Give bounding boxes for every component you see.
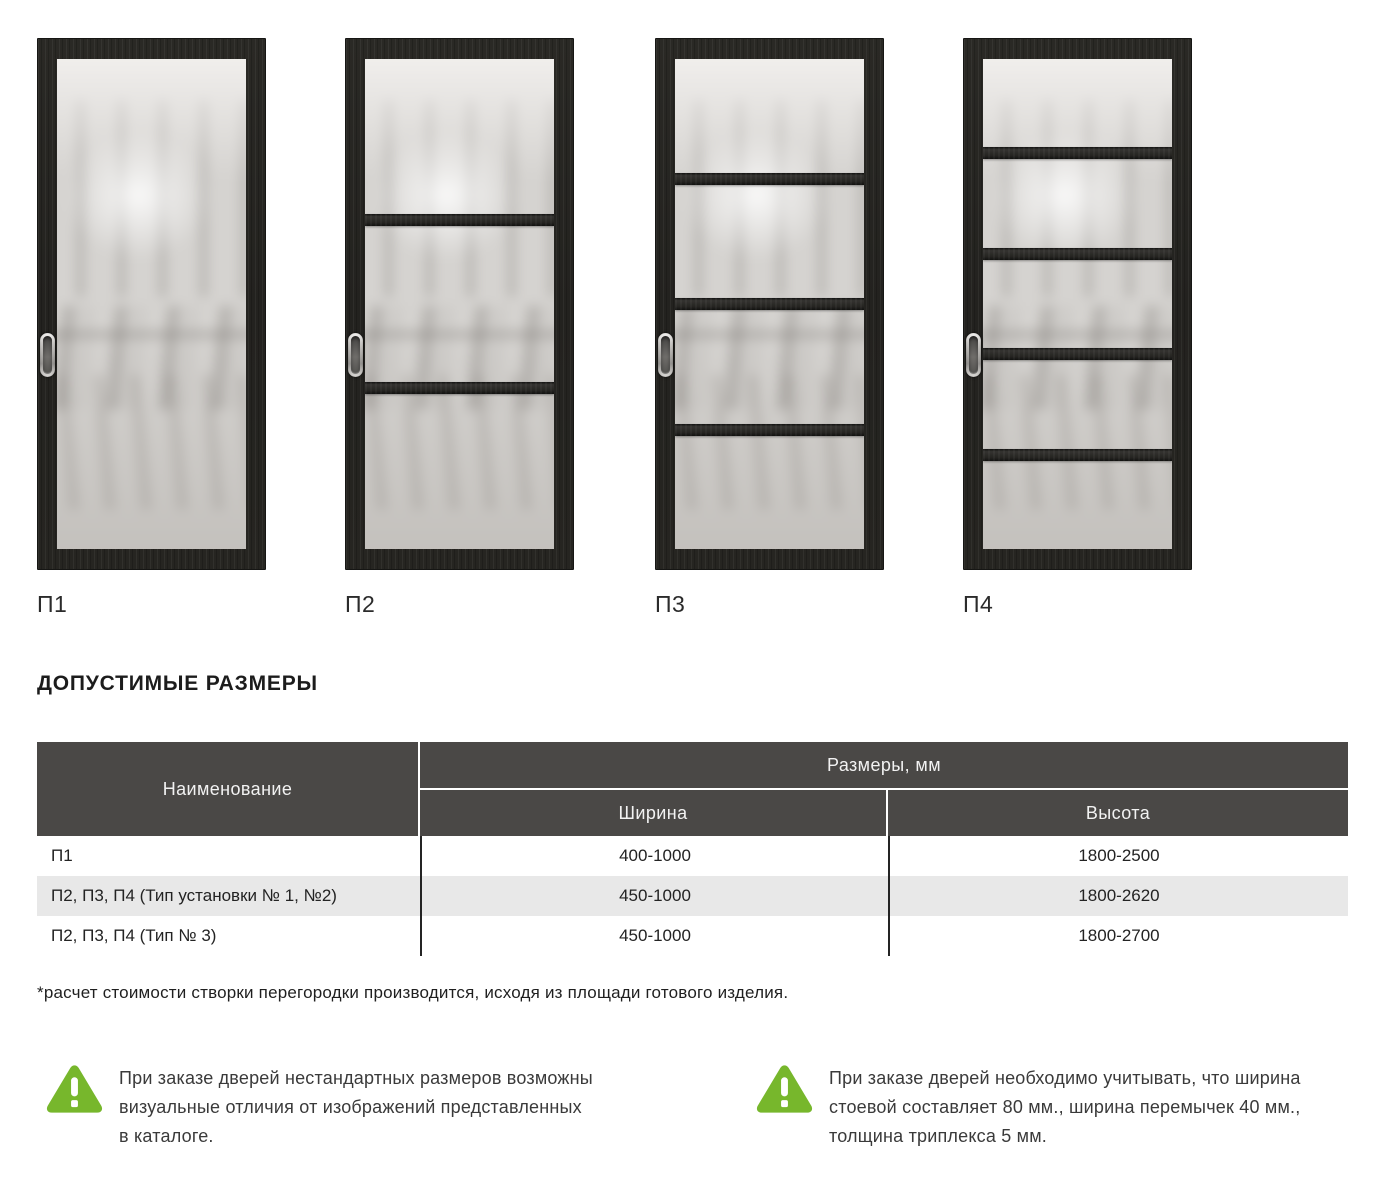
door-crossbar bbox=[365, 382, 554, 394]
glass-panel bbox=[983, 59, 1172, 147]
row-height-value: 1800-2700 bbox=[888, 916, 1348, 956]
glass-panel bbox=[675, 59, 864, 173]
door-handle-icon bbox=[966, 333, 981, 377]
door-glass bbox=[365, 59, 554, 549]
row-name: П2, П3, П4 (Тип установки № 1, №2) bbox=[51, 886, 337, 905]
door-crossbar bbox=[365, 214, 554, 226]
door-label-p1: П1 bbox=[37, 591, 68, 617]
door-image-p4 bbox=[963, 38, 1192, 570]
warning-text-line: толщина триплекса 5 мм. bbox=[829, 1126, 1047, 1146]
door-label-p3: П3 bbox=[655, 591, 686, 617]
door-glass bbox=[57, 59, 246, 549]
glass-panel bbox=[365, 226, 554, 381]
door-glass bbox=[983, 59, 1172, 549]
pricing-footnote: *расчет стоимости створки перегородки производится, исходя из площади готового изделия. bbox=[37, 983, 789, 1002]
header-cell-name: Наименование bbox=[37, 742, 418, 836]
glass-panel bbox=[983, 159, 1172, 247]
door-crossbar bbox=[675, 424, 864, 436]
door-crossbar bbox=[983, 348, 1172, 360]
table-row bbox=[37, 916, 1348, 956]
glass-panel bbox=[57, 59, 246, 549]
header-cell-sizes: Размеры, мм bbox=[420, 742, 1348, 788]
header-cell-width: Ширина bbox=[420, 790, 886, 836]
warning-text-line: При заказе дверей нестандартных размеров возможны bbox=[119, 1068, 593, 1088]
warning-text-line: При заказе дверей необходимо учитывать, что ширина bbox=[829, 1068, 1301, 1088]
row-width-value: 400-1000 bbox=[420, 836, 888, 876]
warning-note-frame-dimensions bbox=[755, 1062, 1370, 1151]
row-height-value: 1800-2620 bbox=[888, 876, 1348, 916]
door-crossbar bbox=[983, 449, 1172, 461]
row-height-value: 1800-2500 bbox=[888, 836, 1348, 876]
door-crossbar bbox=[675, 173, 864, 185]
glass-panel bbox=[983, 260, 1172, 348]
glass-panel bbox=[983, 360, 1172, 448]
table-row bbox=[37, 836, 1348, 876]
warning-triangle-icon bbox=[45, 1062, 104, 1117]
door-handle-icon bbox=[40, 333, 55, 377]
door-crossbar bbox=[675, 298, 864, 310]
warning-text-line: стоевой составляет 80 мм., ширина перемычек 40 мм., bbox=[829, 1097, 1301, 1117]
door-image-p1 bbox=[37, 38, 266, 570]
door-crossbar bbox=[983, 248, 1172, 260]
header-cell-height: Высота bbox=[888, 790, 1348, 836]
door-image-p3 bbox=[655, 38, 884, 570]
warning-text-line: в каталоге. bbox=[119, 1126, 214, 1146]
glass-panel bbox=[675, 310, 864, 424]
section-title: ДОПУСТИМЫЕ РАЗМЕРЫ bbox=[37, 672, 318, 695]
door-crossbar bbox=[983, 147, 1172, 159]
table-row bbox=[37, 876, 1348, 916]
warning-triangle-icon bbox=[755, 1062, 814, 1117]
warning-text bbox=[119, 1064, 593, 1151]
glass-panel bbox=[983, 461, 1172, 549]
door-glass bbox=[675, 59, 864, 549]
warning-text-line: визуальные отличия от изображений представленных bbox=[119, 1097, 582, 1117]
glass-panel bbox=[675, 185, 864, 299]
row-width-value: 450-1000 bbox=[420, 876, 888, 916]
row-name: П2, П3, П4 (Тип № 3) bbox=[51, 926, 217, 945]
glass-panel bbox=[365, 394, 554, 549]
table-header bbox=[37, 742, 1348, 836]
door-figure-p1 bbox=[37, 38, 266, 618]
door-figure-p3 bbox=[655, 38, 884, 618]
door-label-p2: П2 bbox=[345, 591, 376, 617]
glass-panel bbox=[365, 59, 554, 214]
door-handle-icon bbox=[348, 333, 363, 377]
row-name: П1 bbox=[51, 846, 73, 865]
glass-panel bbox=[675, 436, 864, 550]
door-label-p4: П4 bbox=[963, 591, 994, 617]
row-width-value: 450-1000 bbox=[420, 916, 888, 956]
allowed-sizes-table bbox=[37, 742, 1348, 956]
door-image-p2 bbox=[345, 38, 574, 570]
door-figure-p2 bbox=[345, 38, 574, 618]
door-figure-p4 bbox=[963, 38, 1192, 618]
warning-text bbox=[829, 1064, 1301, 1151]
door-handle-icon bbox=[658, 333, 673, 377]
warning-note-nonstandard-sizes bbox=[45, 1062, 685, 1151]
